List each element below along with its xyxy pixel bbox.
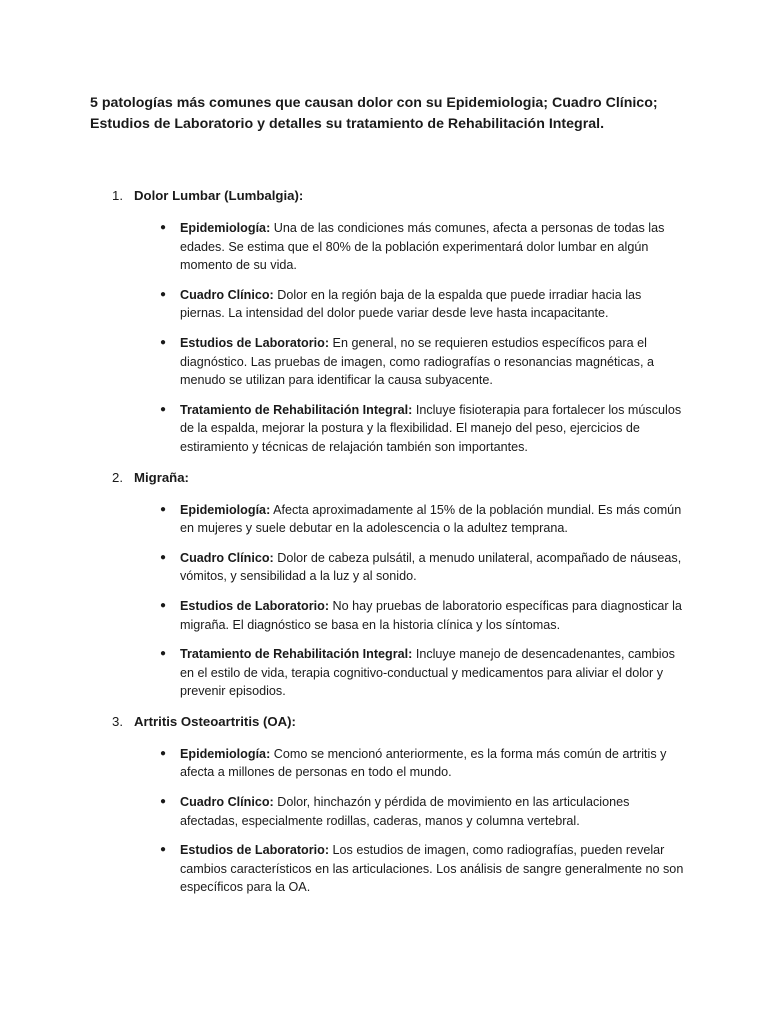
item-body: Afecta aproximadamente al 15% de la población mundial. Es más común en mujeres y suele debutar en la adolescencia o la adultez temprana. <box>180 502 682 536</box>
item-body: Dolor en la región baja de la espalda que puede irradiar hacia las piernas. La intensidad del dolor puede variar desde leve hasta incapacitante. <box>180 287 642 321</box>
item-body: Incluye fisioterapia para fortalecer los músculos de la espalda, mejorar la postura y la flexibilidad. El manejo del peso, ejercicios de estiramiento y técnicas de relajación también son importantes. <box>180 402 682 454</box>
bullet-icon: ● <box>160 648 167 660</box>
item-body: En general, no se requieren estudios específicos para el diagnóstico. Las pruebas de imagen, como radiografías o resonancias magnéticas, a menudo se utilizan para identificar la causa subyacente. <box>180 335 654 388</box>
bullet-icon: ● <box>160 796 167 808</box>
list-item <box>90 219 688 275</box>
section-number: 1. <box>112 188 123 203</box>
detail-list <box>90 219 688 457</box>
section-osteoartritis <box>90 713 688 897</box>
list-item <box>90 841 688 897</box>
item-body: Dolor de cabeza pulsátil, a menudo unilateral, acompañado de náuseas, vómitos, y sensibilidad a la luz y al sonido. <box>180 550 682 584</box>
bullet-text <box>180 401 688 457</box>
section-title: Dolor Lumbar (Lumbalgia): <box>134 188 304 203</box>
bullet-text <box>180 219 688 275</box>
bullet-text <box>180 549 688 586</box>
pathology-list <box>90 187 688 897</box>
bullet-icon: ● <box>160 747 167 759</box>
bullet-text <box>180 841 688 897</box>
list-item <box>90 745 688 782</box>
detail-list <box>90 745 688 897</box>
list-item <box>90 501 688 538</box>
item-label: Epidemiología: <box>180 221 271 235</box>
bullet-icon: ● <box>160 503 167 515</box>
item-body: Como se mencionó anteriormente, es la forma más común de artritis y afecta a millones de personas en todo el mundo. <box>180 746 667 780</box>
item-label: Tratamiento de Rehabilitación Integral: <box>180 647 413 662</box>
list-item <box>90 597 688 634</box>
bullet-text <box>180 501 688 538</box>
section-heading <box>90 713 688 731</box>
item-label: Cuadro Clínico: <box>180 795 274 810</box>
item-body: Dolor, hinchazón y pérdida de movimiento en las articulaciones afectadas, especialmente rodillas, caderas, manos y columna vertebral. <box>180 795 630 828</box>
bullet-text <box>180 645 688 701</box>
bullet-text <box>180 745 688 782</box>
item-body: No hay pruebas de laboratorio específicas para diagnosticar la migraña. El diagnóstico se basa en la historia clínica y los síntomas. <box>180 598 682 632</box>
item-label: Estudios de Laboratorio: <box>180 335 330 350</box>
bullet-icon: ● <box>160 844 167 856</box>
section-title: Artritis Osteoartritis (OA): <box>134 713 296 729</box>
bullet-icon: ● <box>160 551 167 563</box>
bullet-text <box>180 597 688 634</box>
list-item <box>90 334 688 390</box>
section-heading <box>90 469 688 487</box>
list-item <box>90 793 688 830</box>
bullet-text <box>180 286 688 323</box>
bullet-icon: ● <box>160 599 167 611</box>
document-title: 5 patologías más comunes que causan dolor con su Epidemiologia; Cuadro Clínico; Estudios de Laboratorio y detalles su tratamiento de Rehabilitación Integral. <box>90 95 658 132</box>
item-label: Epidemiología: <box>180 746 271 761</box>
bullet-icon: ● <box>160 288 167 300</box>
list-item <box>90 286 688 323</box>
item-label: Epidemiología: <box>180 502 271 517</box>
section-heading <box>90 187 688 205</box>
section-title: Migraña: <box>134 469 189 485</box>
bullet-icon: ● <box>160 403 167 415</box>
list-item <box>90 401 688 457</box>
list-item <box>90 645 688 701</box>
item-body: Una de las condiciones más comunes, afecta a personas de todas las edades. Se estima que el 80% de la población experimentará dolor lumbar en algún momento de su vida. <box>180 221 665 273</box>
list-item <box>90 549 688 586</box>
item-label: Estudios de Laboratorio: <box>180 843 330 858</box>
section-migrana <box>90 469 688 701</box>
section-lumbalgia <box>90 187 688 457</box>
bullet-text <box>180 793 688 830</box>
detail-list <box>90 501 688 701</box>
bullet-icon: ● <box>160 222 167 233</box>
section-number: 2. <box>112 469 123 485</box>
bullet-icon: ● <box>160 336 167 348</box>
bullet-text <box>180 334 688 390</box>
item-label: Cuadro Clínico: <box>180 287 274 302</box>
section-number: 3. <box>112 713 123 729</box>
item-label: Tratamiento de Rehabilitación Integral: <box>180 402 413 417</box>
item-body: Incluye manejo de desencadenantes, cambios en el estilo de vida, terapia cognitivo-conductual y medicamentos para aliviar el dolor y prevenir episodios. <box>180 647 675 699</box>
item-body: Los estudios de imagen, como radiografías, pueden revelar cambios característicos en las articulaciones. Los análisis de sangre generalmente no son específicos para la OA. <box>180 843 684 895</box>
item-label: Estudios de Laboratorio: <box>180 598 330 613</box>
item-label: Cuadro Clínico: <box>180 550 274 565</box>
